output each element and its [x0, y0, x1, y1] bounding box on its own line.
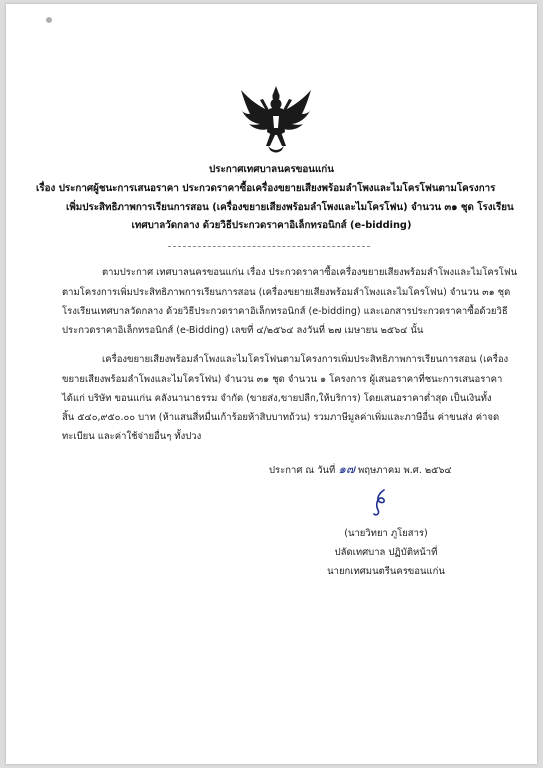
paragraph2-line-4: สิ้น ๕๔๐,๙๕๐.๐๐ บาท (ห้าแสนสี่หมื่นเก้าร้อยห้าสิบบาทถ้วน) รวมภาษีมูลค่าเพิ่มและภาษีอื่น ค่าขนส่ง ค่าจด: [62, 412, 500, 423]
paragraph1-line-1: ตามประกาศ เทศบาลนครขอนแก่น เรื่อง ประกวดราคาซื้อเครื่องขยายเสียงพร้อมลำโพงและไมโครโฟน: [102, 267, 518, 278]
paragraph1-line-2: ตามโครงการเพิ่มประสิทธิภาพการเรียนการสอน (เครื่องขยายเสียงพร้อมลำโพงและไมโครโฟน) จำนวน ๓๑ ชุด: [62, 287, 511, 298]
paragraph2-line-5: ทะเบียน และค่าใช้จ่ายอื่นๆ ทั้งปวง: [62, 431, 202, 442]
signatory-position-2: นายกเทศมนตรีนครขอนแก่น: [327, 566, 445, 577]
paragraph2-line-1: เครื่องขยายเสียงพร้อมลำโพงและไมโครโฟนตามโครงการเพิ่มประสิทธิภาพการเรียนการสอน (เครื่อง: [102, 354, 509, 365]
subject-line-3: เทศบาลวัดกลาง ด้วยวิธีประกวดราคาอิเล็กทรอนิกส์ (e-bidding): [131, 220, 412, 231]
dateline-prefix: ประกาศ ณ วันที่: [269, 465, 336, 476]
subject-line-1: เรื่อง ประกาศผู้ชนะการเสนอราคา ประกวดราคาซื้อเครื่องขยายเสียงพร้อมลำโพงและไมโครโฟนตามโครงการ: [36, 183, 496, 194]
paragraph1-line-3: โรงเรียนเทศบาลวัดกลาง ด้วยวิธีประกวดราคาอิเล็กทรอนิกส์ (e-bidding) และเอกสารประกวดราคาซื้อด้วยวิธี: [62, 306, 508, 317]
subject-line-2: เพิ่มประสิทธิภาพการเรียนการสอน (เครื่องขยายเสียงพร้อมลำโพงและไมโครโฟน) จำนวน ๓๑ ชุด โรงเรียน: [66, 202, 514, 213]
punch-mark: [46, 17, 52, 23]
dateline-day: ๑๗: [338, 462, 355, 476]
garuda-emblem-icon: [238, 84, 314, 156]
dateline-month-year: พฤษภาคม พ.ศ. ๒๕๖๔: [358, 465, 452, 476]
signatory-position-1: ปลัดเทศบาล ปฏิบัติหน้าที่: [334, 547, 438, 558]
document-page: [6, 4, 537, 764]
paragraph2-line-2: ขยายเสียงพร้อมลำโพงและไมโครโฟน) จำนวน ๓๑ ชุด จำนวน ๑ โครงการ ผู้เสนอราคาที่ชนะการเสนอราคา: [62, 374, 503, 385]
divider: [168, 246, 370, 247]
dateline: [269, 463, 452, 477]
paragraph1-line-4: ประกวดราคาอิเล็กทรอนิกส์ (e-Bidding) เลขที่ ๔/๒๕๖๔ ลงวันที่ ๒๗ เมษายน ๒๕๖๔ นั้น: [62, 325, 424, 336]
document-title: ประกาศเทศบาลนครขอนแก่น: [209, 164, 334, 175]
signature-icon: [366, 488, 398, 518]
signatory-name: (นายวิทยา ภูโยสาร): [344, 528, 428, 539]
paragraph2-line-3: ได้แก่ บริษัท ขอนแก่น คลังนานาธรรม จำกัด (ขายส่ง,ขายปลีก,ให้บริการ) โดยเสนอราคาต่ำสุด เป็นเงินทั้ง: [62, 393, 492, 404]
